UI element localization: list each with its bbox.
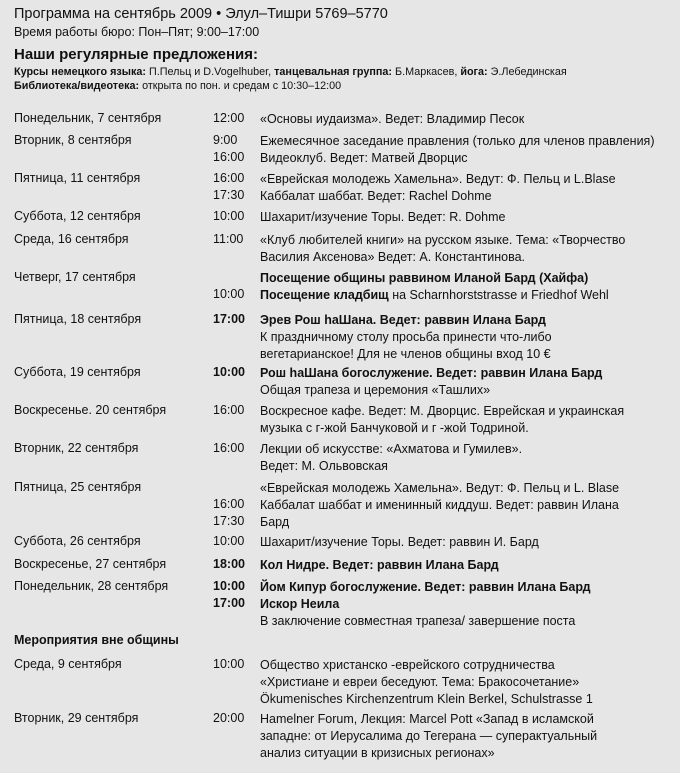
text-run: «Еврейская молодежь Хамельна». Ведут: Ф. Пельц и L.Blase	[260, 172, 616, 186]
text-run: Бард	[260, 515, 290, 529]
text-run: Кол Нидре. Ведет: раввин Илана Бард	[260, 558, 499, 572]
event-time: 17:00	[213, 596, 245, 610]
text-run: Йом Кипур богослужение. Ведет: раввин Илана Бард	[260, 580, 591, 594]
text-run: Общество христанско -еврейского сотрудничества	[260, 658, 555, 672]
text-run: Посещение общины раввином Иланой Бард (Хайфа)	[260, 271, 589, 285]
event-time: 10:00	[213, 534, 245, 548]
event-description-line	[260, 691, 593, 708]
event-description-line	[260, 613, 591, 630]
event-description-line	[260, 365, 602, 382]
event-time: 12:00	[213, 111, 245, 125]
event-day: Пятница, 25 сентября	[14, 480, 142, 494]
event-time: 17:30	[213, 188, 245, 202]
event-description-line	[260, 579, 591, 596]
regular-offers-library	[14, 80, 341, 92]
event-time: 10:00	[213, 287, 245, 301]
event-day: Суббота, 19 сентября	[14, 365, 141, 379]
event-description-line	[260, 232, 625, 249]
event-day: Среда, 16 сентября	[14, 232, 129, 246]
event-description-line	[260, 150, 654, 167]
office-hours: Время работы бюро: Пон–Пят; 9:00–17:00	[14, 25, 260, 39]
event-description-line	[260, 111, 524, 128]
event-day: Суббота, 26 сентября	[14, 534, 141, 548]
text-run: западне: от Иерусалима до Тегерана — суперактуальный	[260, 729, 598, 743]
text-run: Каббалат шаббат и именинный киддуш. Ведет: раввин Илана	[260, 498, 619, 512]
text-run: Посещение кладбищ	[260, 288, 389, 302]
event-description	[260, 133, 654, 167]
event-description	[260, 534, 539, 551]
event-description-line	[260, 346, 552, 363]
event-description-line	[260, 745, 597, 762]
text-run: Ведет: М. Ольвовская	[260, 459, 388, 473]
event-description-line	[260, 596, 591, 613]
event-day: Пятница, 11 сентября	[14, 171, 141, 185]
text-run: В заключение совместная трапеза/ завершение поста	[260, 614, 576, 628]
event-description-line	[260, 458, 522, 475]
event-description-line	[260, 171, 616, 188]
event-description-line	[260, 657, 593, 674]
text-run: Общая трапеза и церемония «Ташлих»	[260, 383, 491, 397]
text-run: йога:	[460, 66, 491, 78]
event-description	[260, 312, 552, 363]
text-run: Курсы немецкого языка:	[14, 66, 149, 78]
event-time: 17:30	[213, 514, 245, 528]
event-time: 18:00	[213, 557, 245, 571]
page-title: Программа на сентябрь 2009 • Элул–Тишри 5769–5770	[14, 6, 388, 22]
event-description	[260, 579, 591, 630]
event-day: Вторник, 29 сентября	[14, 711, 139, 725]
text-run: Э.Лебединская	[490, 66, 567, 78]
event-description-line	[260, 480, 619, 497]
text-run: Лекции об искусстве: «Ахматова и Гумилев».	[260, 442, 523, 456]
event-description-line	[260, 403, 624, 420]
event-day: Четверг, 17 сентября	[14, 270, 136, 284]
event-time: 9:00	[213, 133, 238, 147]
event-description	[260, 111, 524, 128]
text-run: танцевальная группа:	[274, 66, 395, 78]
event-day: Пятница, 18 сентября	[14, 312, 142, 326]
event-description	[260, 711, 597, 762]
event-time: 20:00	[213, 711, 245, 725]
text-run: Эрев Рош hаШана. Ведет: раввин Илана Бард	[260, 313, 546, 327]
event-description	[260, 441, 522, 475]
event-description-line	[260, 711, 597, 728]
text-run: «Основы иудаизма». Ведет: Владимир Песок	[260, 112, 525, 126]
event-day: Вторник, 22 сентября	[14, 441, 139, 455]
event-description-line	[260, 209, 505, 226]
event-day: Среда, 9 сентября	[14, 657, 122, 671]
event-description-line	[260, 420, 624, 437]
text-run: К праздничному столу просьба принести что-либо	[260, 330, 552, 344]
regular-offers-courses	[14, 66, 567, 78]
event-description	[260, 209, 505, 226]
event-day: Понедельник, 28 сентября	[14, 579, 169, 593]
event-time: 10:00	[213, 657, 245, 671]
text-run: «Клуб любителей книги» на русском языке. Тема: «Творчество	[260, 233, 626, 247]
text-run: Каббалат шаббат. Ведет: Rachel Dohme	[260, 189, 492, 203]
event-time: 16:00	[213, 171, 245, 185]
event-description-line	[260, 382, 602, 399]
event-description-line	[260, 188, 616, 205]
text-run: Ежемесячное заседание правления (только для членов правления)	[260, 134, 655, 148]
text-run: анализ ситуации в кризисных регионах»	[260, 746, 495, 760]
text-run: П.Пельц и D.Vogelhuber,	[148, 66, 275, 78]
event-description-line	[260, 557, 499, 574]
text-run: на Scharnhorststrasse и Friedhof Wehl	[388, 288, 609, 302]
event-time: 16:00	[213, 150, 245, 164]
event-description-line	[260, 534, 539, 551]
event-time: 17:00	[213, 312, 245, 326]
event-day: Вторник, 8 сентября	[14, 133, 132, 147]
event-description	[260, 171, 616, 205]
outside-events-heading: Мероприятия вне общины	[14, 633, 179, 647]
event-description-line	[260, 441, 522, 458]
text-run: «Христиане и евреи беседуют. Тема: Бракосочетание»	[260, 675, 580, 689]
event-description-line	[260, 497, 619, 514]
text-run: Шахарит/изучение Торы. Ведет: R. Dohme	[260, 210, 506, 224]
event-time: 10:00	[213, 365, 245, 379]
event-description	[260, 480, 619, 531]
text-run: Василия Аксенова» Ведет: А. Константинова.	[260, 250, 526, 264]
text-run: музыка с г-жой Банчуковой и г -жой Тодриной.	[260, 421, 529, 435]
event-day: Воскресенье, 27 сентября	[14, 557, 167, 571]
text-run: «Еврейская молодежь Хамельна». Ведут: Ф. Пельц и L. Blase	[260, 481, 620, 495]
text-run: Библиотека/видеотека:	[14, 80, 143, 92]
text-run: Воскресное кафе. Ведет: М. Дворцис. Еврейская и украинская	[260, 404, 625, 418]
event-time: 16:00	[213, 403, 245, 417]
event-description-line	[260, 674, 593, 691]
event-day: Понедельник, 7 сентября	[14, 111, 162, 125]
text-run: открыта по пон. и средам с 10:30–12:00	[142, 80, 342, 92]
event-description	[260, 557, 499, 574]
event-description	[260, 232, 625, 266]
regular-offers-heading: Наши регулярные предложения:	[14, 46, 258, 63]
event-description	[260, 657, 593, 708]
event-description-line	[260, 329, 552, 346]
event-day: Суббота, 12 сентября	[14, 209, 141, 223]
event-description-line	[260, 249, 625, 266]
event-description	[260, 365, 602, 399]
event-time: 16:00	[213, 441, 245, 455]
event-description-line	[260, 728, 597, 745]
event-time: 10:00	[213, 579, 245, 593]
event-time: 10:00	[213, 209, 245, 223]
event-description-line	[260, 270, 609, 287]
text-run: Рош hаШана богослужение. Ведет: раввин Илана Бард	[260, 366, 603, 380]
event-day: Воскресенье. 20 сентября	[14, 403, 167, 417]
event-description	[260, 403, 624, 437]
text-run: Б.Маркасев,	[395, 66, 461, 78]
text-run: Hamelner Forum, Лекция: Marcel Pott «Запад в исламской	[260, 712, 594, 726]
text-run: вегетарианское! Для не членов общины вход 10 €	[260, 347, 551, 361]
event-description-line	[260, 312, 552, 329]
event-time: 11:00	[213, 232, 244, 246]
event-description-line	[260, 514, 619, 531]
text-run: Видеоклуб. Ведет: Матвей Дворцис	[260, 151, 468, 165]
event-time: 16:00	[213, 497, 245, 511]
text-run: Шахарит/изучение Торы. Ведет: раввин И. Бард	[260, 535, 539, 549]
event-description	[260, 270, 609, 304]
text-run: Искор Неила	[260, 597, 340, 611]
text-run: Ökumenisches Kirchenzentrum Klein Berkel, Schulstrasse 1	[260, 692, 593, 706]
event-description-line	[260, 133, 654, 150]
event-description-line	[260, 287, 609, 304]
